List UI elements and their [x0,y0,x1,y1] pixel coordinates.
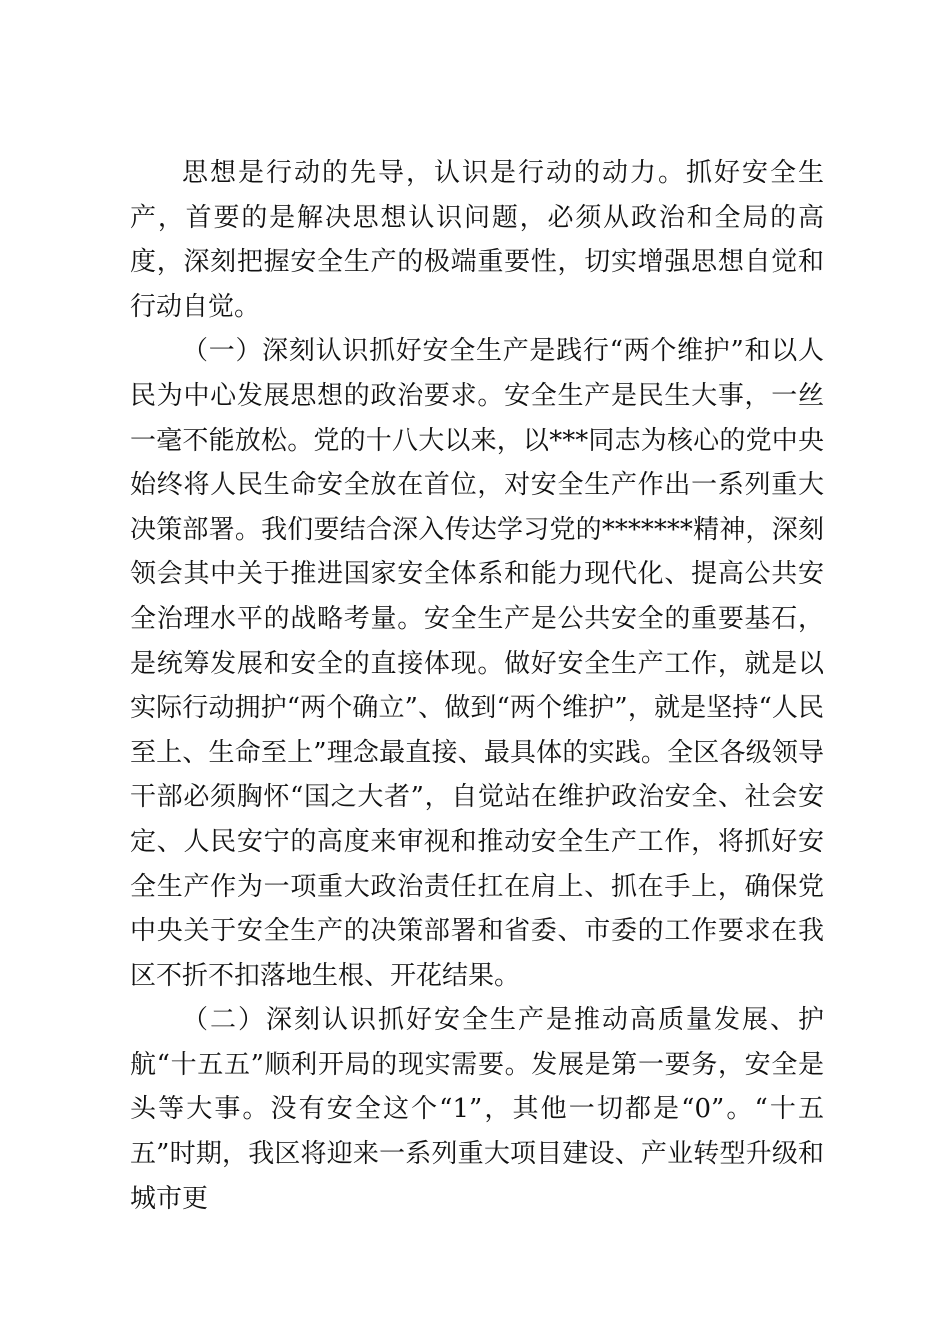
paragraph-intro: 思想是行动的先导，认识是行动的动力。抓好安全生产，首要的是解决思想认识问题，必须从政治和全局的高度，深刻把握安全生产的极端重要性，切实增强思想自觉和行动自觉。 [130,158,824,322]
document-body [130,151,824,1221]
paragraph-section-one: （一）深刻认识抓好安全生产是践行“两个维护”和以人民为中心发展思想的政治要求。安全生产是民生大事，一丝一毫不能放松。党的十八大以来，以***同志为核心的党中央始终将人民生命安全放在首位，对安全生产作出一系列重大决策部署。我们要结合深入传达学习党的*******精神，深刻领会其中关于推进国家安全体系和能力现代化、提高公共安全治理水平的战略考量。安全生产是公共安全的重要基石，是统筹发展和安全的直接体现。做好安全生产工作，就是以实际行动拥护“两个确立”、做到“两个维护”，就是坚持“人民至上、生命至上”理念最直接、最具体的实践。全区各级领导干部必须胸怀“国之大者”，自觉站在维护政治安全、社会安定、人民安宁的高度来审视和推动安全生产工作，将抓好安全生产作为一项重大政治责任扛在肩上、抓在手上，确保党中央关于安全生产的决策部署和省委、市委的工作要求在我区不折不扣落地生根、开花结果。 [130,336,824,991]
paragraph-section-two: （二）深刻认识抓好安全生产是推动高质量发展、护航“十五五”顺利开局的现实需要。发展是第一要务，安全是头等大事。没有安全这个“1”，其他一切都是“0”。“十五五”时期，我区将迎来一系列重大项目建设、产业转型升级和城市更 [130,1005,824,1214]
